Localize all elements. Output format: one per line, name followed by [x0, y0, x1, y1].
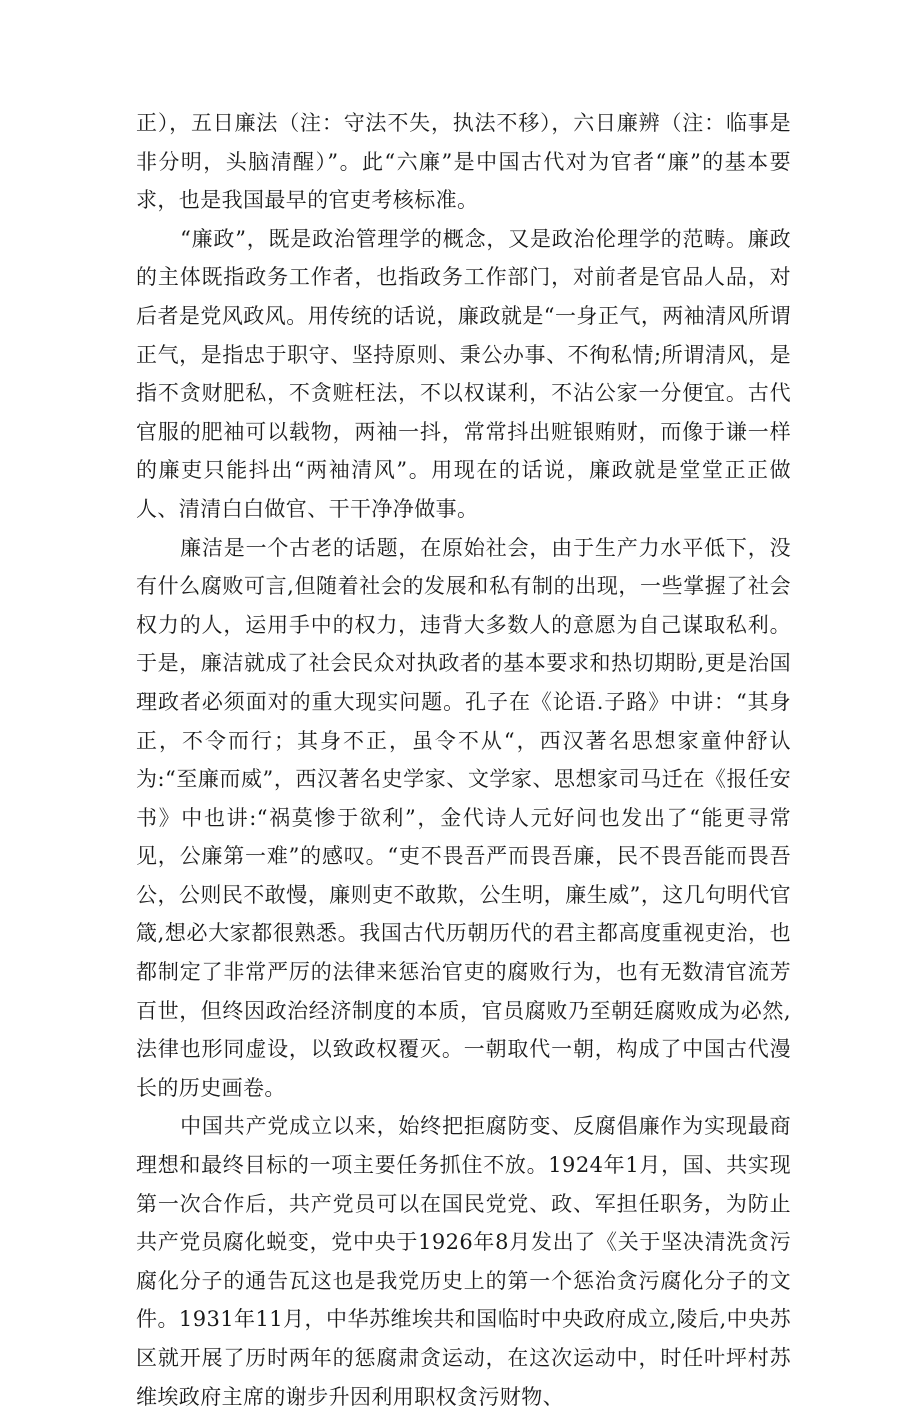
paragraph-continuation: 正），五日廉法（注：守法不失，执法不移），六日廉辨（注：临事是非分明，头脑清醒）”。此“六廉”是中国古代对为官者“廉”的基本要求，也是我国最早的官吏考核标准。 — [136, 111, 791, 213]
document-body — [136, 104, 791, 1416]
paragraph-party-history: 中国共产党成立以来，始终把拒腐防变、反腐倡廉作为实现最商理想和最终目标的一项主要任务抓住不放。1924年1月，国、共实现第一次合作后，共产党员可以在国民党党、政、军担任职务，为防止共产党员腐化蜕变，党中央于1926年8月发出了《关于坚决清洗贪污腐化分子的通告瓦这也是我党历史上的第一个惩治贪污腐化分子的文件。1931年11月，中华苏维埃共和国临时中央政府成立,陵后,中央苏区就开展了历时两年的惩腐肃贪运动，在这次运动中，时任叶坪村苏维埃政府主席的谢步升因利用职权贪污财物、 — [136, 1114, 791, 1409]
paragraph-lianjie-history: 廉洁是一个古老的话题，在原始社会，由于生产力水平低下，没有什么腐败可言,但随着社会的发展和私有制的出现，一些掌握了社会权力的人，运用手中的权力，违背大多数人的意愿为自己谋取私利。于是，廉洁就成了社会民众对执政者的基本要求和热切期盼,更是治国理政者必须面对的重大现实问题。孔子在《论语.子路》中讲：“其身正，不令而行；其身不正，虽令不从“，西汉著名思想家童仲舒认为:“至廉而威”，西汉著名史学家、文学家、思想家司马迁在《报任安书》中也讲:“祸莫惨于欲利”，金代诗人元好问也发出了“能更寻常见，公廉第一难”的感叹。“吏不畏吾严而畏吾廉，民不畏吾能而畏吾公，公则民不敢慢，廉则吏不敢欺，公生明，廉生威”，这几句明代官箴,想必大家都很熟悉。我国古代历朝历代的君主都高度重视吏治，也都制定了非常严厉的法律来惩治官吏的腐败行为，也有无数清官流芳百世，但终因政治经济制度的本质，官员腐败乃至朝廷腐败成为必然,法律也形同虚设，以致政权覆灭。一朝取代一朝，构成了中国古代漫长的历史画卷。 — [136, 535, 791, 1100]
paragraph-lianzheng-definition: “廉政”，既是政治管理学的概念，又是政治伦理学的范畴。廉政的主体既指政务工作者，也指政务工作部门，对前者是官品人品，对后者是党风政风。用传统的话说，廉政就是“一身正气，两袖清风所谓正气，是指忠于职守、坚持原则、秉公办事、不徇私情;所谓清风，是指不贪财肥私，不贪赃枉法，不以权谋利，不沾公家一分便宜。古代官服的肥袖可以载物，两袖一抖，常常抖出赃银贿财，而像于谦一样的廉吏只能抖出“两袖清风”。用现在的话说，廉政就是堂堂正正做人、清清白白做官、干干净净做事。 — [136, 226, 791, 521]
